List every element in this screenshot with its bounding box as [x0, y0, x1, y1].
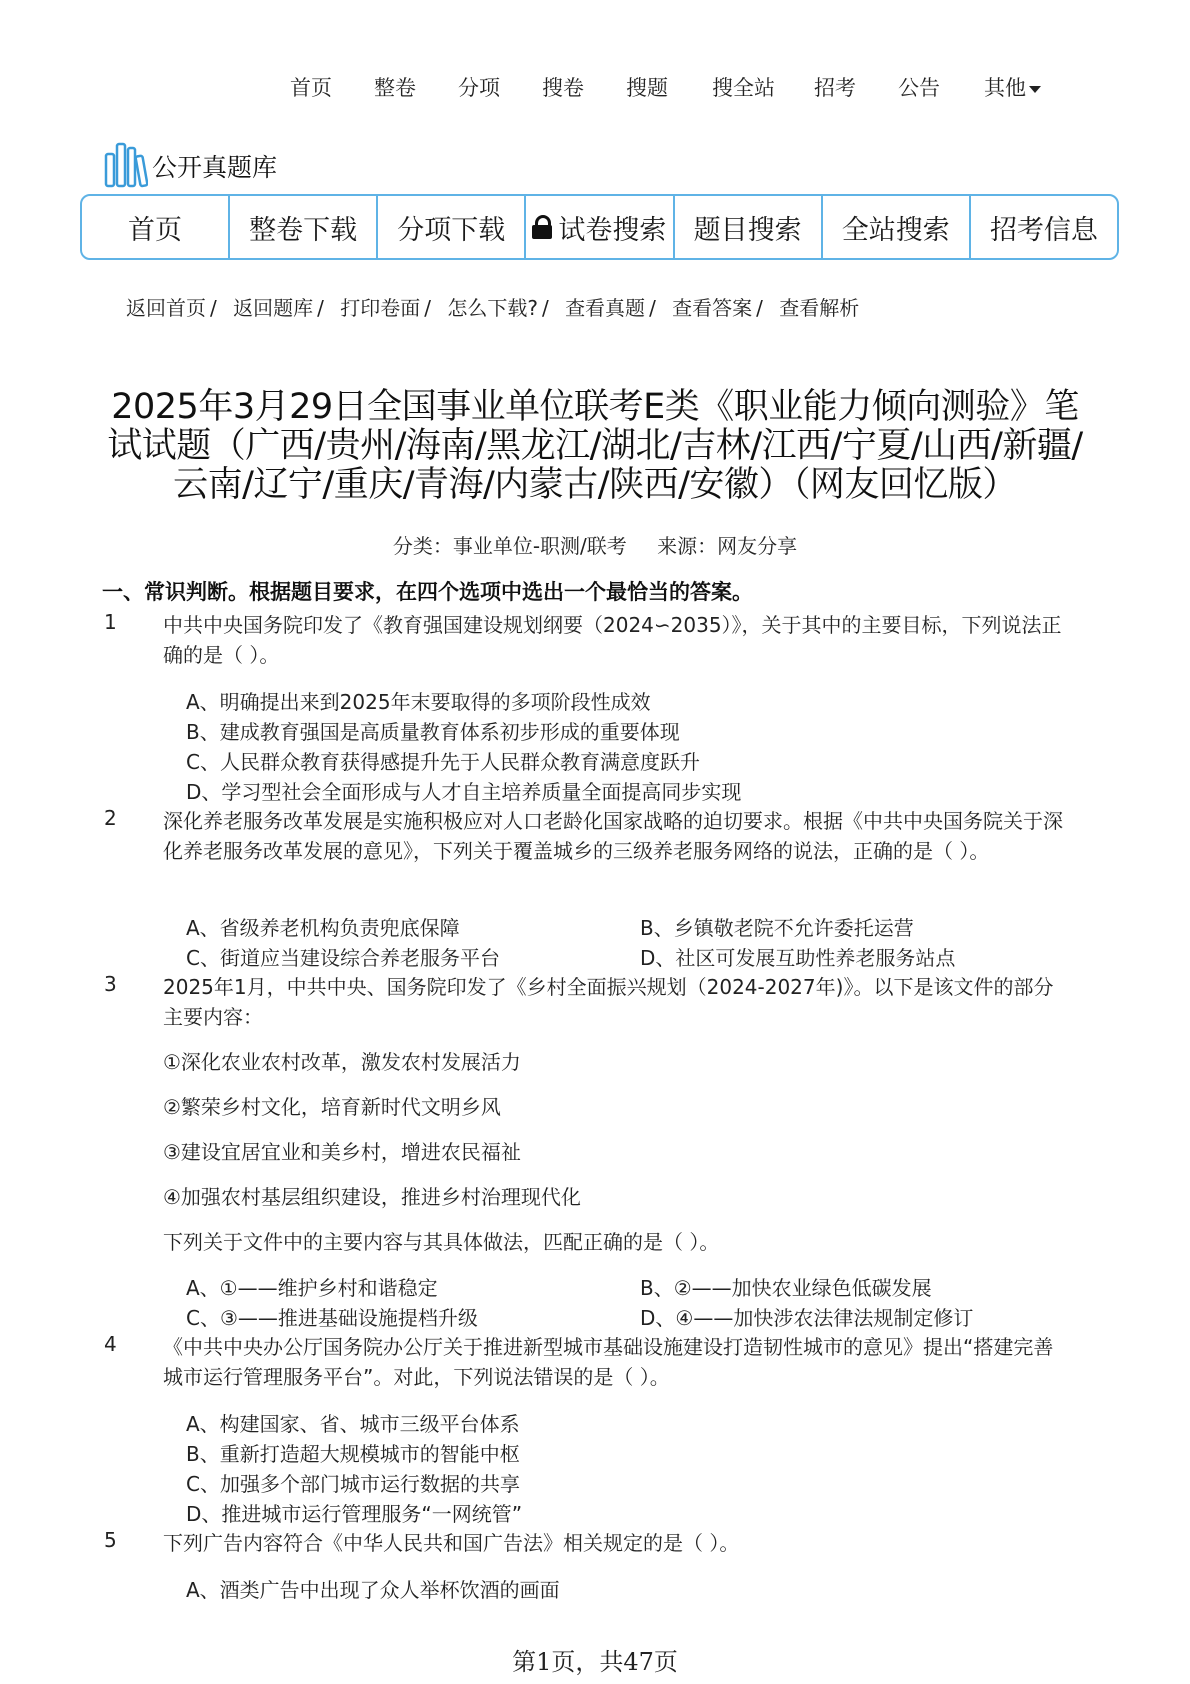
option-a: A、构建国家、省、城市三级平台体系: [186, 1412, 520, 1436]
list-item: ④加强农村基层组织建设，推进乡村治理现代化: [163, 1185, 581, 1209]
tab-paper-search-label: 试卷搜索: [558, 214, 667, 246]
option-a: A、①——维护乡村和谐稳定: [186, 1276, 438, 1300]
link-view-analysis[interactable]: 查看解析: [779, 296, 860, 320]
question-stem: 2025年1月，中共中央、国务院印发了《乡村全面振兴规划（2024-2027年)》。以下是该文件的部分主要内容：: [163, 975, 1054, 1029]
question-prompt: 下列关于文件中的主要内容与其具体做法，匹配正确的是（ ）。: [163, 1230, 720, 1254]
top-nav-search-questions[interactable]: 搜题: [626, 76, 668, 100]
tab-recruitment-info[interactable]: 招考信息: [989, 214, 1098, 246]
page-title: 2025年3月29日全国事业单位联考E类《职业能力倾向测验》笔试试题（广西/贵州/海南/黑龙江/湖北/吉林/江西/宁夏/山西/新疆/云南/辽宁/重庆/青海/内蒙古/陕西/安徽）（网友回忆版）: [107, 387, 1083, 505]
tab-section-download[interactable]: 分项下载: [378, 196, 526, 258]
link-print[interactable]: 打印卷面: [340, 296, 421, 320]
paper-category: 分类：事业单位-职测/联考: [392, 534, 627, 558]
question-stem: 下列广告内容符合《中华人民共和国广告法》相关规定的是（ ）。: [163, 1531, 740, 1555]
link-view-answers[interactable]: 查看答案: [672, 296, 753, 320]
question-number: 1: [104, 610, 117, 634]
top-nav-sections[interactable]: 分项: [458, 76, 500, 100]
list-item: ①深化农业农村改革，激发农村发展活力: [163, 1050, 521, 1074]
lock-icon: [532, 215, 552, 239]
top-nav-more[interactable]: [984, 72, 1041, 102]
top-nav-search-site[interactable]: 搜全站: [712, 76, 775, 100]
link-back-home[interactable]: 返回首页: [126, 296, 206, 320]
main-nav: [80, 194, 1119, 260]
option-d: D、学习型社会全面形成与人才自主培养质量全面提高同步实现: [186, 780, 742, 804]
paper-meta: [0, 530, 1190, 559]
question-number: 2: [104, 806, 117, 830]
caret-down-icon: [1029, 86, 1041, 93]
option-b: B、乡镇敬老院不允许委托运营: [640, 916, 914, 940]
option-b: B、重新打造超大规模城市的智能中枢: [186, 1442, 520, 1466]
question-number: 5: [104, 1528, 117, 1552]
question-number: 3: [104, 972, 117, 996]
top-nav-recruitment[interactable]: 招考: [814, 76, 856, 100]
paper-source: 来源：网友分享: [657, 534, 798, 558]
option-d: D、社区可发展互助性养老服务站点: [640, 946, 956, 970]
top-nav-full-papers[interactable]: 整卷: [374, 76, 416, 100]
breadcrumb: 返回首页 / 返回题库 / 打印卷面 / 怎么下载? / 查看真题 / 查看答案 / 查看解析: [126, 296, 860, 320]
option-d: D、推进城市运行管理服务“一网统管”: [186, 1502, 523, 1526]
tab-full-download[interactable]: 整卷下载: [230, 196, 378, 258]
link-back-library[interactable]: 返回题库: [233, 296, 314, 320]
tab-home[interactable]: 首页: [82, 196, 230, 258]
option-c: C、③——推进基础设施提档升级: [186, 1306, 478, 1330]
list-item: ③建设宜居宜业和美乡村，增进农民福祉: [163, 1140, 521, 1164]
link-how-download[interactable]: 怎么下载?: [447, 296, 538, 320]
option-a: A、明确提出来到2025年末要取得的多项阶段性成效: [186, 690, 651, 714]
tab-site-search[interactable]: 全站搜索: [823, 196, 971, 258]
link-view-paper[interactable]: 查看真题: [565, 296, 646, 320]
top-nav-more-label: 其他: [984, 76, 1026, 100]
option-c: C、人民群众教育获得感提升先于人民群众教育满意度跃升: [186, 750, 700, 774]
question-number: 4: [104, 1332, 117, 1356]
option-b: B、建成教育强国是高质量教育体系初步形成的重要体现: [186, 720, 680, 744]
section-heading: 一、常识判断。根据题目要求，在四个选项中选出一个最恰当的答案。: [102, 580, 753, 604]
list-item: ②繁荣乡村文化，培育新时代文明乡风: [163, 1095, 501, 1119]
question-stem: 《中共中央办公厅国务院办公厅关于推进新型城市基础设施建设打造韧性城市的意见》提出“搭建完善城市运行管理服务平台”。对此，下列说法错误的是（ ）。: [163, 1335, 1054, 1389]
tab-paper-search[interactable]: [526, 196, 674, 258]
option-a: A、省级养老机构负责兜底保障: [186, 916, 460, 940]
option-a: A、酒类广告中出现了众人举杯饮酒的画面: [186, 1578, 560, 1602]
books-logo-icon: [104, 140, 148, 188]
logo-text: 公开真题库: [152, 153, 278, 182]
option-d: D、④——加快涉农法律法规制定修订: [640, 1306, 974, 1330]
question-stem: 深化养老服务改革发展是实施积极应对人口老龄化国家战略的迫切要求。根据《中共中央国务院关于深化养老服务改革发展的意见》，下列关于覆盖城乡的三级养老服务网络的说法，正确的是（ ）。: [163, 809, 1063, 863]
page-footer: 第1页，共47页: [512, 1648, 678, 1676]
option-c: C、加强多个部门城市运行数据的共享: [186, 1472, 520, 1496]
option-b: B、②——加快农业绿色低碳发展: [640, 1276, 932, 1300]
tab-question-search[interactable]: 题目搜索: [675, 196, 823, 258]
top-nav-home[interactable]: 首页: [290, 76, 332, 100]
top-nav-notices[interactable]: 公告: [898, 76, 940, 100]
question-stem: 中共中央国务院印发了《教育强国建设规划纲要（2024∽2035）》，关于其中的主要目标，下列说法正确的是（ ）。: [163, 613, 1062, 667]
option-c: C、街道应当建设综合养老服务平台: [186, 946, 500, 970]
top-nav-search-papers[interactable]: 搜卷: [542, 76, 584, 100]
